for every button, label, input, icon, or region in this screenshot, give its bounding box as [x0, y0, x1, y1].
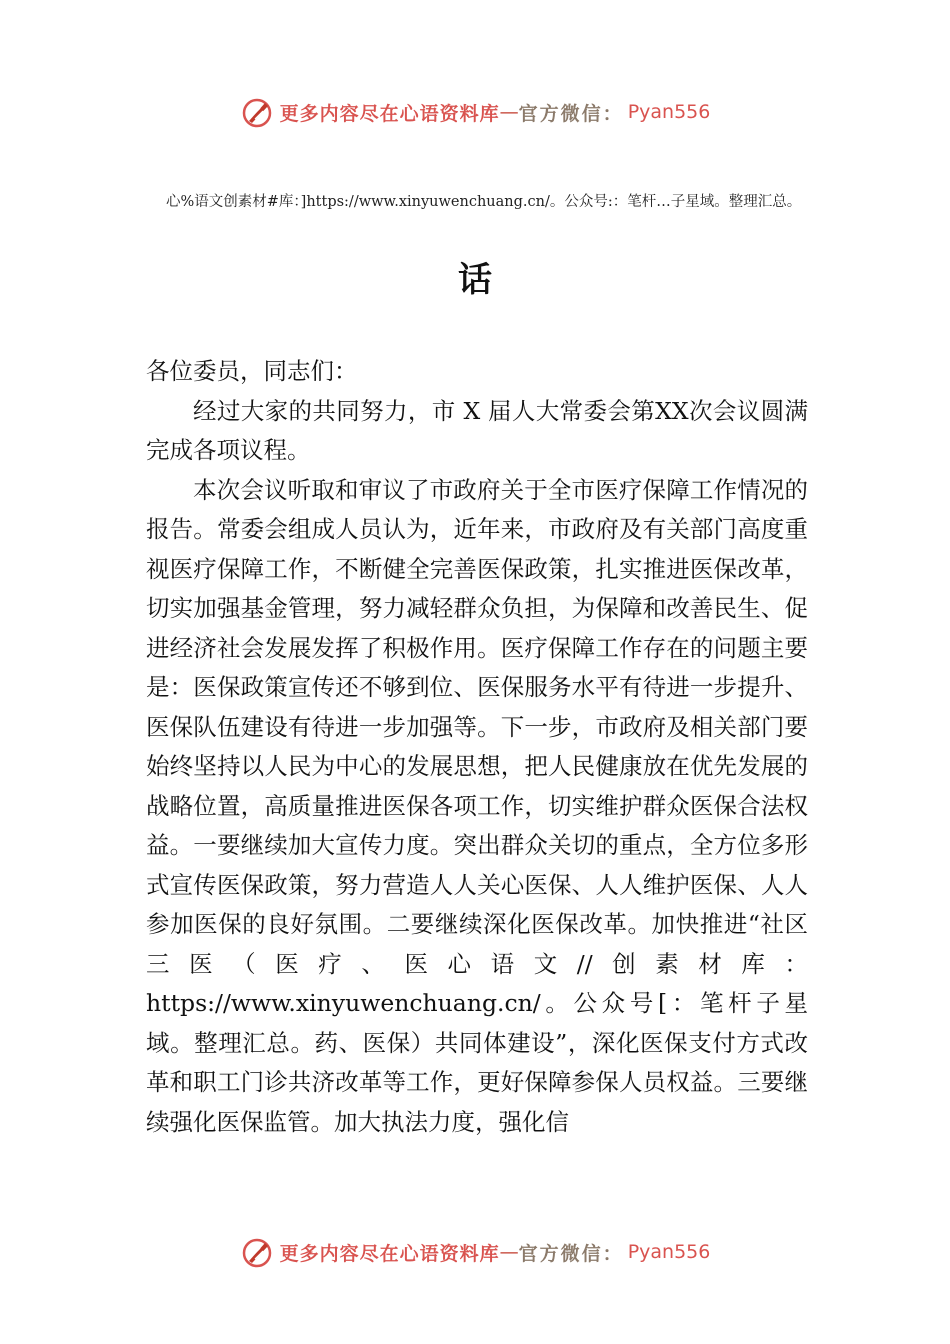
- body-paragraph: 本次会议听取和审议了市政府关于全市医疗保障工作情况的报告。常委会组成人员认为，近年来，市政府及有关部门高度重视医疗保障工作，不断健全完善医保政策，扎实推进医保改革，切实加强基金管理，努力减轻群众负担，为保障和改善民生、促进经济社会发展发挥了积极作用。医疗保障工作存在的问题主要是：医保政策宣传还不够到位、医保服务水平有待进一步提升、医保队伍建设有待进一步加强等。下一步，市政府及相关部门要始终坚持以人民为中心的发展思想，把人民健康放在优先发展的战略位置，高质量推进医保各项工作，切实维护群众医保合法权益。一要继续加大宣传力度。突出群众关切的重点，全方位多形式宣传医保政策，努力营造人人关心医保、人人维护医保、人人参加医保的良好氛围。二要继续深化医保改革。加快推进“社区三医（医疗、医心语文//创素材库：https://www.xinyuwenchuang.cn/。公众号[：笔杆子星域。整理汇总。药、医保）共同体建设”，深化医保支付方式改革和职工门诊共济改革等工作，更好保障参保人员权益。三要继续强化医保监管。加大执法力度，强化信: [146, 475, 808, 1136]
- salutation: 各位委员，同志们：: [146, 357, 358, 385]
- banner-promo-text: 更多内容尽在心语资料库: [279, 102, 500, 125]
- banner-wechat-label: 官方微信：: [518, 102, 624, 125]
- document-body: [146, 352, 808, 1142]
- banner-wechat-id: Pyan556: [627, 101, 711, 123]
- body-paragraph: 经过大家的共同努力，市 X 届人大常委会第XX次会议圆满完成各项议程。: [146, 396, 808, 464]
- feather-pen-logo-icon: [240, 1235, 274, 1269]
- banner-wechat-id: Pyan556: [627, 1241, 711, 1263]
- banner-separator: —: [499, 1241, 519, 1263]
- banner-wechat-label: 官方微信：: [518, 1242, 624, 1265]
- banner-promo-text: 更多内容尽在心语资料库: [279, 1242, 500, 1265]
- page-title: 话: [458, 260, 492, 300]
- feather-pen-logo-icon: [240, 95, 274, 129]
- source-note: 心%语文创素材#库：]https://www.xinyuwenchuang.cn/。公众号:：笔杆…子星域。整理汇总。: [166, 194, 802, 210]
- footer-banner: [0, 1232, 950, 1272]
- banner-separator: —: [499, 101, 519, 123]
- header-banner: [0, 92, 950, 132]
